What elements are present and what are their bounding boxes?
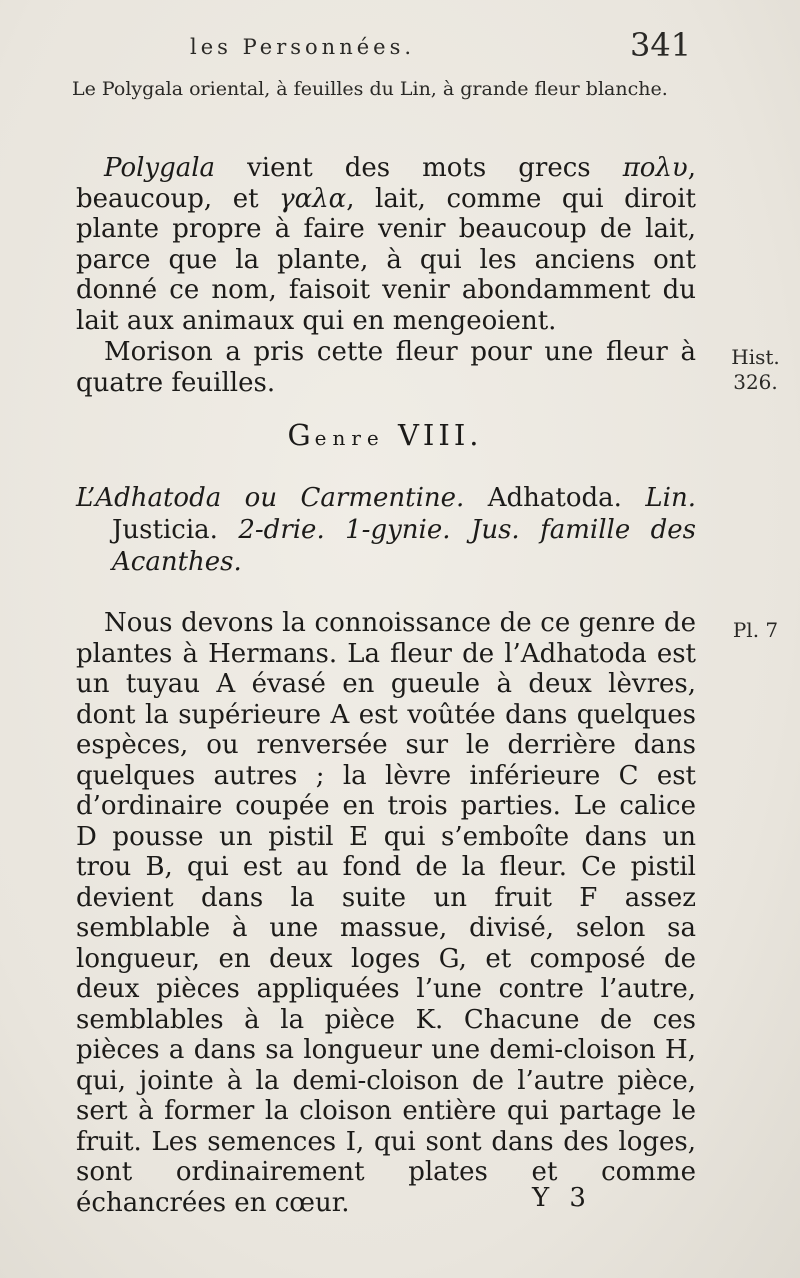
jussieu-family: Jus. famille des Acanthes. xyxy=(112,515,697,577)
text-segment: vient des mots grecs xyxy=(215,153,623,183)
class-gynie: 1-gynie. xyxy=(345,515,471,545)
margin-note-line: Hist. xyxy=(731,345,780,369)
running-header xyxy=(190,30,415,61)
paragraph-polygala xyxy=(76,153,696,336)
text-segment: , beaucoup, et xyxy=(76,153,696,214)
paragraph-description: Nous devons la connoissance de ce genre de plantes à Hermans. La fleur de l’Adhatoda est un tuyau A évasé en gueule à deux lèvres, dont la supérieure A est voûtée dans quelques espèces, ou renversée sur le derrière dans quelques autres ; la lèvre inférieure C est d’ordinaire coupée en trois parties. Le calice D pousse un pistil E qui s’emboîte dans un trou B, qui est au fond de la fleur. Ce pistil devient dans la suite un fruit F assez semblable à une massue, divisé, selon sa longueur, en deux loges G, et composé de deux pièces appliquées l’une contre l’autre, semblables à la pièce K. Chacune de ces pièces a dans sa longueur une demi-cloison H, qui, jointe à la demi-cloison de l’autre pièce, sert à former la cloison entière qui partage le fruit. Les semences I, qui sont dans des loges, sont ordinairement plates et comme échancrées en cœur. xyxy=(76,608,696,1218)
signature-mark: Y 3 xyxy=(532,1183,592,1213)
margin-note-plate: Pl. 7 xyxy=(732,618,779,642)
lin-abbrev: Lin. xyxy=(645,483,696,513)
text-segment: , lait, comme qui diroit plante propre à faire venir beaucoup de lait, parce que la plante, à qui les anciens ont donné ce nom, faisoit venir abondamment du lait aux animaux qui en mengeoient. xyxy=(76,183,696,336)
term-polygala: Polygala xyxy=(104,153,216,183)
genre-heading xyxy=(0,418,770,452)
genre-numeral: VIII. xyxy=(397,418,483,452)
header-initial: les P xyxy=(190,35,260,59)
genre-word: enre xyxy=(314,426,385,450)
intro-note: Le Polygala oriental, à feuilles du Lin, à grande fleur blanche. xyxy=(72,78,668,100)
class-drie: 2-drie. xyxy=(238,515,346,545)
paragraph-morison: Morison a pris cette fleur pour une fleur à quatre feuilles. xyxy=(76,337,696,398)
margin-note-line: 326. xyxy=(733,370,778,394)
greek-word: πολυ xyxy=(622,153,688,183)
greek-word: γαλα xyxy=(279,183,347,214)
adhatoda-name: L’Adhatoda ou Carmentine. xyxy=(76,483,465,513)
margin-note-hist xyxy=(718,345,793,395)
latin-name: Adhatoda. xyxy=(464,483,646,513)
justicia-name: Justicia. xyxy=(112,515,239,545)
adhatoda-heading xyxy=(76,482,696,578)
header-rest: ersonnées. xyxy=(259,35,416,59)
genre-initial: G xyxy=(287,418,315,452)
page-number: 341 xyxy=(630,26,692,64)
